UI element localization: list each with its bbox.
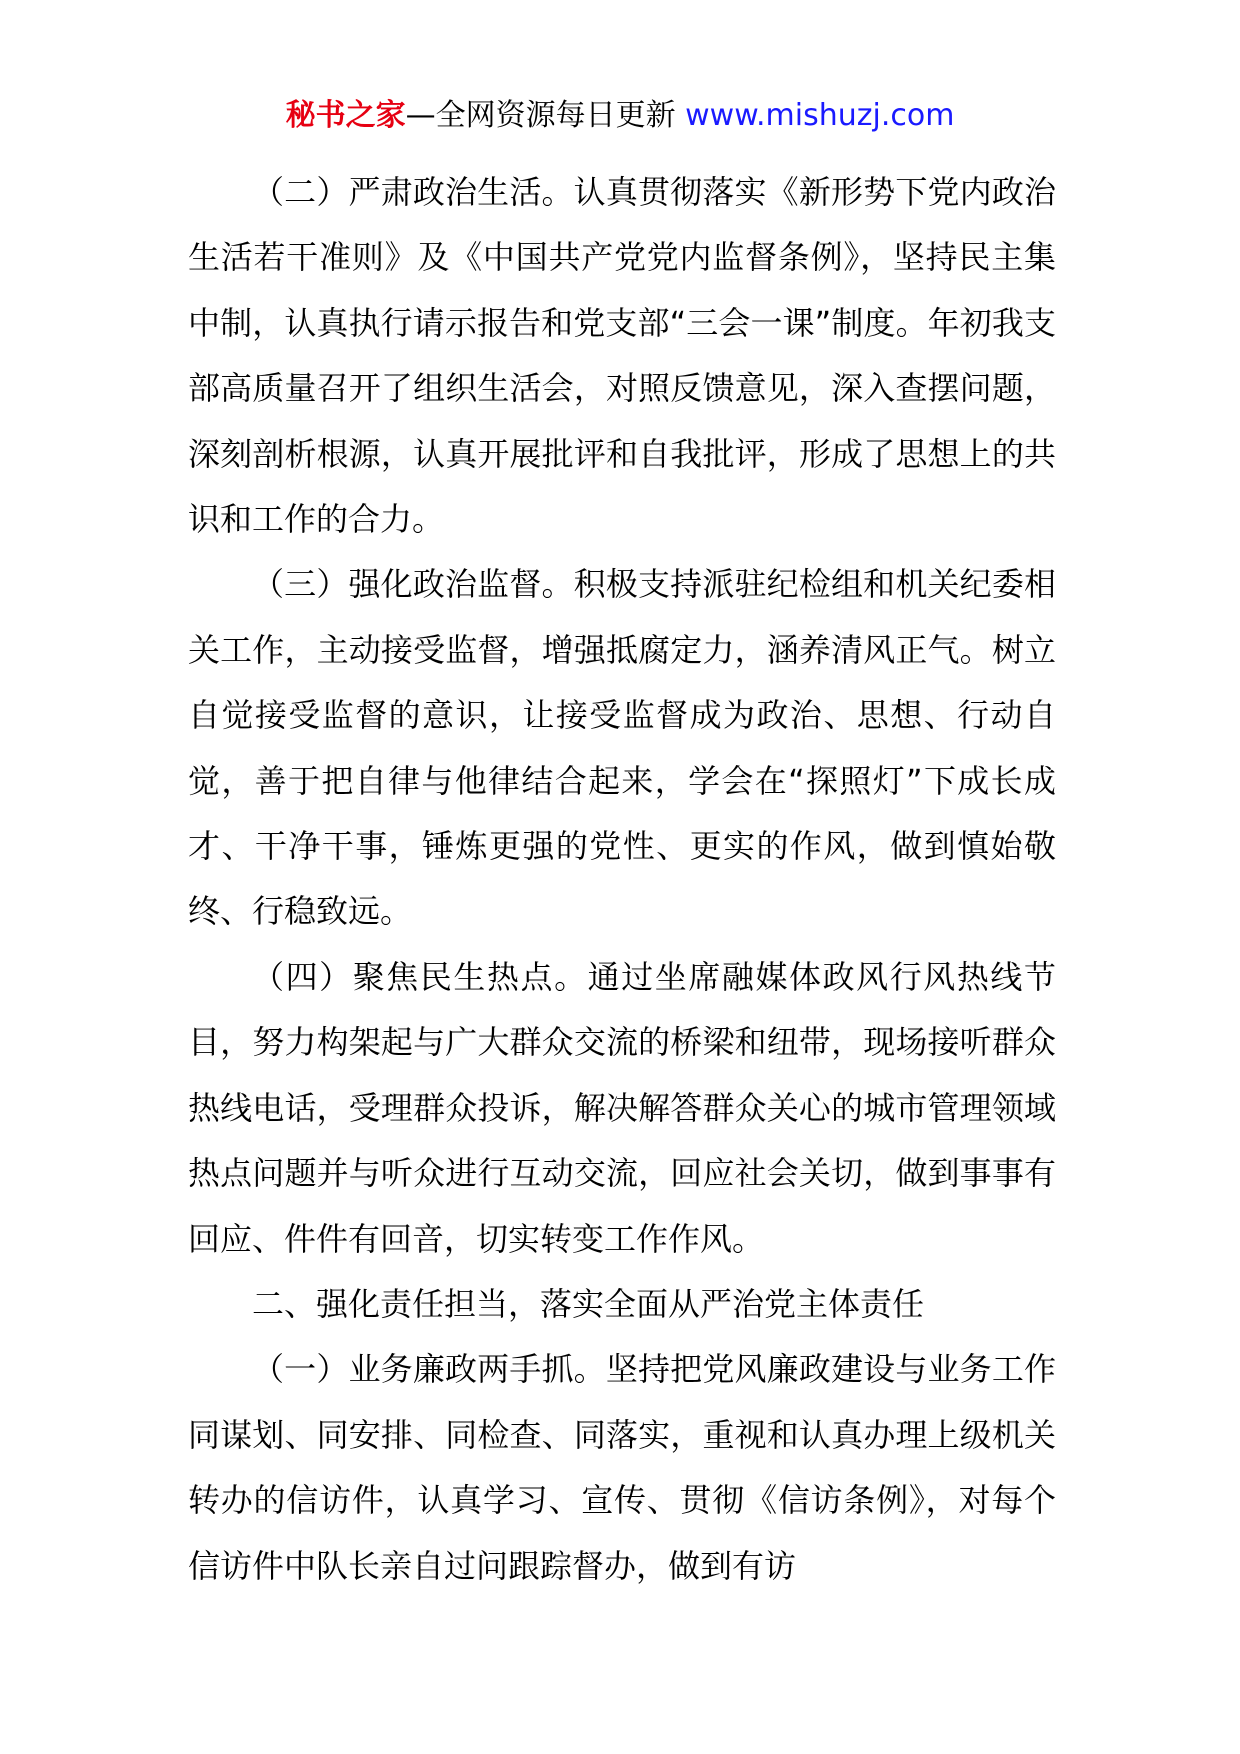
header-tagline: —全网资源每日更新 bbox=[405, 98, 676, 133]
paragraph-livelihood-hotspots: （四）聚焦民生热点。通过坐席融媒体政风行风热线节目，努力构架起与广大群众交流的桥梁和纽带，现场接听群众热线电话，受理群众投诉，解决解答群众关心的城市管理领域热点问题并与听众进行互动交流，回应社会关切，做到事事有回应、件件有回音，切实转变工作作风。 bbox=[188, 957, 1056, 1258]
paragraph-political-supervision: （三）强化政治监督。积极支持派驻纪检组和机关纪委相关工作，主动接受监督，增强抵腐定力，涵养清风正气。树立自觉接受监督的意识，让接受监督成为政治、思想、行动自觉，善于把自律与他律结合起来，学会在“探照灯”下成长成才、干净干事，锤炼更强的党性、更实的作风，做到慎始敬终、行稳致远。 bbox=[188, 565, 1056, 931]
site-url-link[interactable]: www.mishuzj.com bbox=[685, 98, 955, 133]
section-heading: 二、强化责任担当，落实全面从严治党主体责任 bbox=[252, 1284, 925, 1323]
brand-name: 秘书之家 bbox=[285, 98, 406, 133]
document-body bbox=[188, 160, 1056, 1599]
paragraph-business-integrity: （一）业务廉政两手抓。坚持把党风廉政建设与业务工作同谋划、同安排、同检查、同落实，重视和认真办理上级机关转办的信访件，认真学习、宣传、贯彻《信访条例》，对每个信访件中队长亲自过问跟踪督办，做到有访 bbox=[188, 1350, 1056, 1585]
paragraph-political-life: （二）严肃政治生活。认真贯彻落实《新形势下党内政治生活若干准则》及《中国共产党党内监督条例》，坚持民主集中制，认真执行请示报告和党支部“三会一课”制度。年初我支部高质量召开了组织生活会，对照反馈意见，深入查摆问题，深刻剖析根源，认真开展批评和自我批评，形成了思想上的共识和工作的合力。 bbox=[188, 173, 1056, 539]
page-header bbox=[0, 96, 1240, 136]
